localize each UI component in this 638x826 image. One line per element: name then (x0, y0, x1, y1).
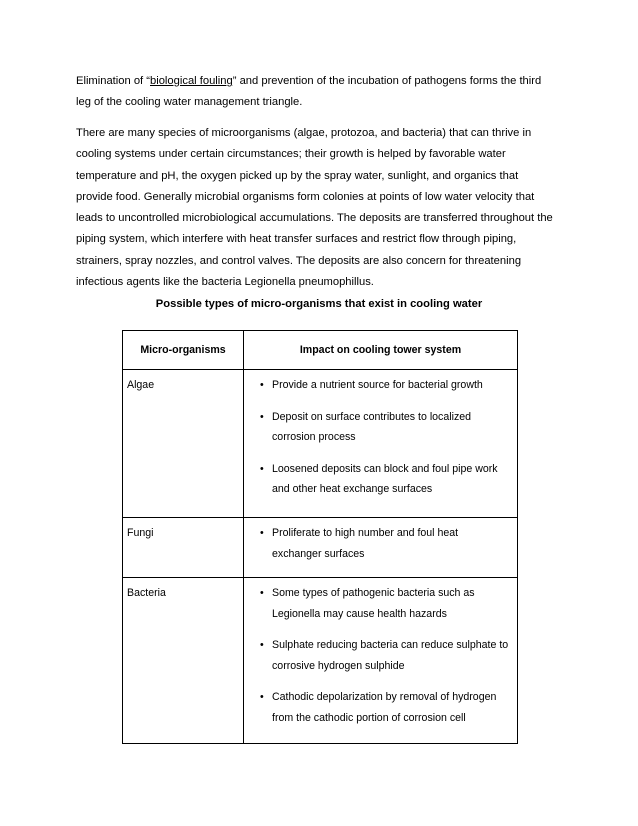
header-microorganisms: Micro-organisms (123, 331, 244, 370)
impact-cell (244, 578, 518, 744)
intro-text-after: ” and prevention of the incubation of pathogens forms the third leg of the cooling water management triangle. (76, 75, 542, 109)
table-caption: Possible types of micro-organisms that exist in cooling water (155, 298, 483, 310)
organism-name: Algae (123, 370, 244, 518)
impact-item: • Loosened deposits can block and foul pipe work and other heat exchange surfaces (260, 459, 509, 500)
impact-item: • Some types of pathogenic bacteria such as Legionella may cause health hazards (260, 583, 509, 624)
table-row (123, 370, 518, 518)
table-header-row (123, 331, 518, 370)
impact-list (260, 375, 509, 500)
table-row (123, 518, 518, 578)
impact-cell (244, 518, 518, 578)
impact-item: • Provide a nutrient source for bacterial growth (260, 375, 509, 396)
organism-name: Bacteria (123, 578, 244, 744)
intro-text-before: Elimination of “ (76, 75, 150, 87)
impact-item: • Sulphate reducing bacteria can reduce sulphate to corrosive hydrogen sulphide (260, 635, 509, 676)
table-row (123, 578, 518, 744)
header-impact: Impact on cooling tower system (244, 331, 518, 370)
impact-list (260, 583, 509, 728)
microorganisms-paragraph: There are many species of microorganisms (algae, protozoa, and bacteria) that can thrive in cooling systems under certain circumstances; their growth is helped by favorable water temperature and pH, the oxygen picked up by the spray water, sunlight, and organics that provide food. Generally microbial organisms form colonies at points of low water velocity that leads to uncontrolled microbiological accumulations. The deposits are transferred throughout the piping system, which interfere with heat transfer surfaces and restrict flow through piping, strainers, spray nozzles, and control valves. The deposits are also concern for threatening infectious agents like the bacteria Legionella pneumophillus. (76, 127, 553, 289)
impact-item: • Cathodic depolarization by removal of hydrogen from the cathodic portion of corrosion cell (260, 687, 509, 728)
impact-cell (244, 370, 518, 518)
impact-item: • Proliferate to high number and foul heat exchanger surfaces (260, 523, 509, 564)
microorganisms-table (122, 330, 518, 744)
organism-name: Fungi (123, 518, 244, 578)
biological-fouling-link[interactable]: biological fouling (150, 75, 233, 87)
impact-item: • Deposit on surface contributes to localized corrosion process (260, 407, 509, 448)
impact-list (260, 523, 509, 564)
intro-paragraph (76, 71, 556, 114)
